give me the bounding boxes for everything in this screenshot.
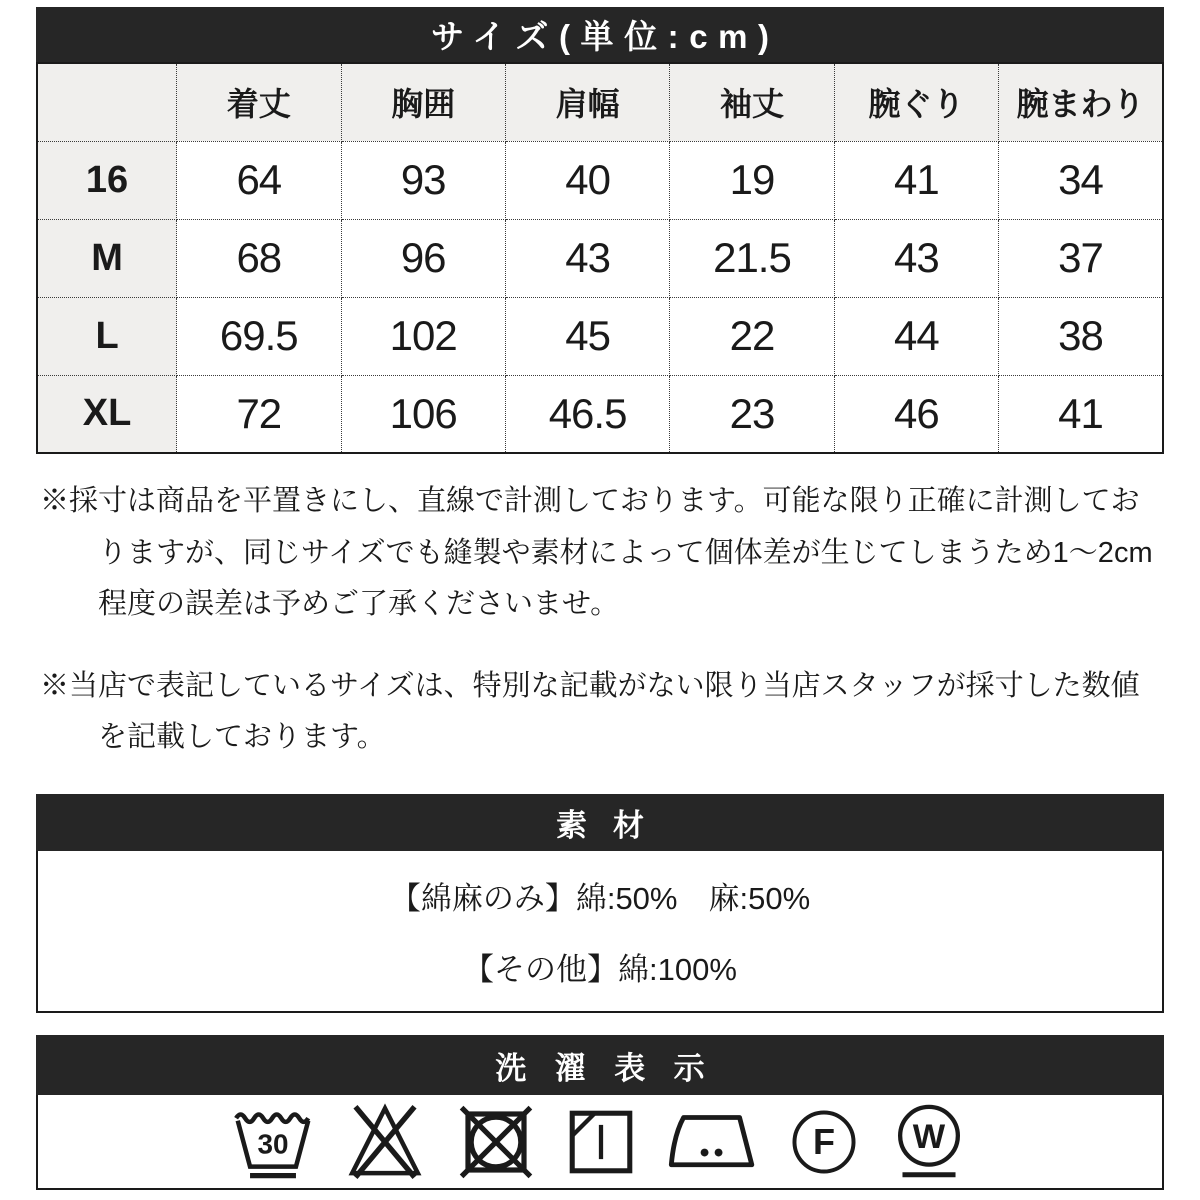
size-table-title: サイズ(単位:cm) <box>36 7 1164 62</box>
care-section <box>36 1035 1164 1190</box>
measurement-note: ※採寸は商品を平置きにし、直線で計測しております。可能な限り正確に計測しておりますが、同じサイズでも縫製や素材によって個体差が生じてしまうため1〜2cm程度の誤差は予めご了承くださいませ。 <box>40 485 1153 621</box>
line-dry-shade-icon <box>566 1103 636 1181</box>
row-label: XL <box>37 375 177 453</box>
size-cell: 43 <box>834 219 998 297</box>
material-section <box>36 794 1164 1013</box>
care-symbols-row <box>36 1095 1164 1190</box>
care-section-title: 洗 濯 表 示 <box>36 1035 1164 1095</box>
size-cell: 38 <box>999 297 1163 375</box>
size-table <box>36 62 1164 454</box>
row-label: 16 <box>37 141 177 219</box>
size-table-header-row <box>37 63 1163 141</box>
size-cell: 69.5 <box>177 297 341 375</box>
wet-clean-gentle-icon <box>890 1103 968 1181</box>
wash-30-gentle-icon <box>232 1101 314 1183</box>
size-cell: 68 <box>177 219 341 297</box>
svg-text:W: W <box>912 1117 946 1156</box>
size-cell: 41 <box>834 141 998 219</box>
do-not-tumble-dry-icon <box>456 1102 536 1182</box>
corner-cell <box>37 63 177 141</box>
col-header-body-length: 着丈 <box>177 63 341 141</box>
svg-text:F: F <box>813 1120 835 1162</box>
size-cell: 106 <box>341 375 505 453</box>
col-header-sleeve: 袖丈 <box>670 63 834 141</box>
col-header-shoulder: 肩幅 <box>505 63 669 141</box>
row-label: M <box>37 219 177 297</box>
table-row-xl <box>37 375 1163 453</box>
size-cell: 40 <box>505 141 669 219</box>
material-section-title: 素 材 <box>36 794 1164 851</box>
size-cell: 44 <box>834 297 998 375</box>
row-label: L <box>37 297 177 375</box>
size-cell: 46.5 <box>505 375 669 453</box>
size-cell: 37 <box>999 219 1163 297</box>
table-row-16 <box>37 141 1163 219</box>
size-cell: 21.5 <box>670 219 834 297</box>
size-cell: 46 <box>834 375 998 453</box>
size-cell: 23 <box>670 375 834 453</box>
iron-medium-icon <box>666 1107 758 1177</box>
material-body <box>36 851 1164 1013</box>
col-header-chest: 胸囲 <box>341 63 505 141</box>
do-not-bleach-icon <box>344 1101 426 1183</box>
table-row-l <box>37 297 1163 375</box>
size-cell: 22 <box>670 297 834 375</box>
dry-clean-f-icon <box>788 1106 860 1178</box>
table-row-m <box>37 219 1163 297</box>
size-cell: 93 <box>341 141 505 219</box>
size-cell: 64 <box>177 141 341 219</box>
size-cell: 72 <box>177 375 341 453</box>
size-cell: 43 <box>505 219 669 297</box>
size-cell: 96 <box>341 219 505 297</box>
col-header-armhole: 腕ぐり <box>834 63 998 141</box>
size-cell: 41 <box>999 375 1163 453</box>
material-line-cotton-linen: 【綿麻のみ】綿:50% 麻:50% <box>389 881 811 917</box>
size-cell: 19 <box>670 141 834 219</box>
size-cell: 34 <box>999 141 1163 219</box>
size-cell: 45 <box>505 297 669 375</box>
size-cell: 102 <box>341 297 505 375</box>
svg-text:30: 30 <box>257 1128 289 1160</box>
sizing-note: ※当店で表記しているサイズは、特別な記載がない限り当店スタッフが採寸した数値を記載しております。 <box>40 669 1140 754</box>
material-line-other: 【その他】綿:100% <box>463 952 737 988</box>
col-header-arm-width: 腕まわり <box>999 63 1163 141</box>
